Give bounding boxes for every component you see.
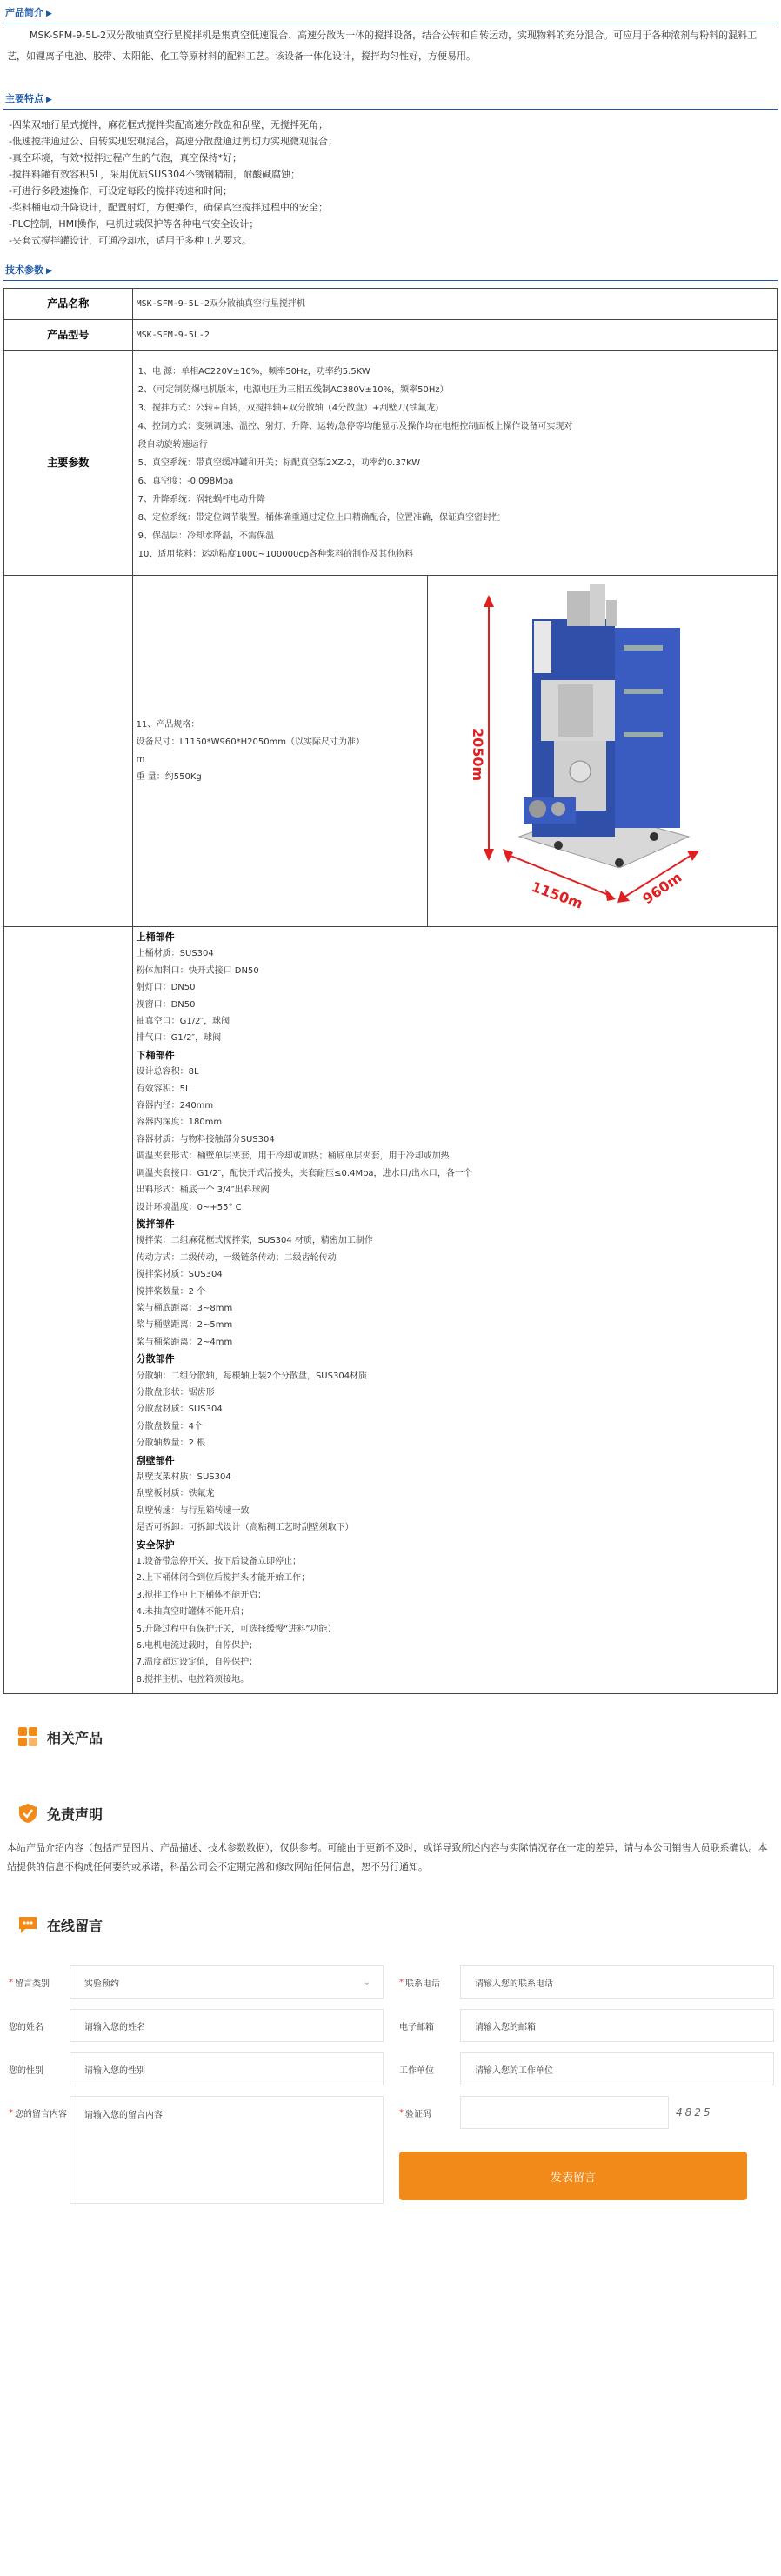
detail-item: 搅拌桨材质：SUS304 [136,1270,223,1280]
chat-icon [17,1914,38,1935]
detail-item: 桨与桶底距离：3~8mm [136,1303,233,1313]
features-heading: 主要特点 ▶ [5,93,52,104]
type-select[interactable]: 实验预约 ⌄ [70,1965,384,1999]
message-heading [0,1899,781,1950]
size-item: 11、产品规格： [136,719,200,730]
feature-item: -PLC控制，HMI操作，电机过载保护等各种电气安全设计； [9,218,259,230]
feature-item: -真空环境，有效*搅拌过程产生的气泡，真空保持*好； [9,152,242,164]
detail-item: 刮壁转速：与行星箱转速一致 [136,1505,250,1516]
main-params-label: 主要参数 [4,351,133,576]
intro-heading: 产品简介 ▶ [5,7,52,18]
arrow-right-icon: ▶ [46,10,52,18]
arrow-right-icon: ▶ [46,267,52,276]
related-heading [0,1712,781,1762]
shield-icon [17,1803,38,1824]
detail-item: 射灯口：DN50 [136,983,196,993]
main-param-item: 3、搅拌方式：公转+自转，双搅拌轴+双分散轴（4分散盘）+刮壁刀(铁氟龙) [137,404,439,413]
email-input[interactable]: 请输入您的邮箱 [460,2009,774,2042]
detail-item: 6.电机电流过载时，自停保护； [136,1641,258,1652]
size-spacer [4,576,133,927]
main-param-item: 8、定位系统：带定位调节装置。桶体确重通过定位止口精确配合，位置准确，保证真空密封性 [137,513,500,523]
detail-section-title: 搅拌部件 [136,1218,175,1230]
detail-section-title: 安全保护 [136,1538,175,1551]
detail-item: 分散轴：二组分散轴，每根轴上装2个分散盘，SUS304材质 [136,1371,368,1381]
detail-item: 分散轴数量：2 根 [136,1438,206,1449]
code-input[interactable] [460,2096,669,2129]
company-label: 工作单位 [399,2065,434,2076]
detail-item: 分散盘形状：锯齿形 [136,1387,215,1398]
features-list [0,110,781,254]
detail-item: 分散盘数量：4个 [136,1421,203,1431]
detail-item: 2.上下桶体闭合到位后搅拌头才能开始工作； [136,1573,310,1584]
params-heading: 技术参数 ▶ [5,264,52,276]
feature-item: -搅拌料罐有效容积5L，采用优质SUS304不锈钢精制，耐酸碱腐蚀； [9,169,301,180]
feature-item: -四桨双轴行星式搅拌，麻花框式搅拌桨配高速分散盘和刮壁，无搅拌死角； [9,119,328,130]
machine-image [427,576,777,927]
detail-item: 抽真空口：G1/2″，球阀 [136,1017,230,1027]
size-item: 设备尺寸：L1150*W960*H2050mm（以实际尺寸为准） [136,737,365,747]
captcha-image[interactable]: 4825 [676,2106,713,2119]
detail-item: 调温夹套形式：桶壁单层夹套，用于冷却或加热；桶底单层夹套，用于冷却或加热 [136,1151,450,1162]
detail-item: 桨与桶壁距离：2~5mm [136,1320,233,1331]
spec-table [3,288,778,1694]
intro-text: MSK-SFM-9-5L-2双分散轴真空行星搅拌机是集真空低速混合、高速分散为一体的搅拌设备，结合公转和自转运动，实现物料的充分混合。可应用于各种浓剂与粉料的混料工艺，如锂离子电池、胶带、太阳能、化工等原材料的配料工艺。该设备一体化设计，搅拌均匀性好，方便易用。 [7,30,758,62]
disclaimer-title: 免责声明 [47,1805,103,1823]
submit-button[interactable]: 发表留言 [399,2152,747,2200]
detail-item: 是否可拆卸：可拆卸式设计（高粘稠工艺时刮壁须取下） [136,1523,354,1533]
detail-item: 有效容积：5L [136,1084,190,1094]
detail-item: 视窗口：DN50 [136,999,196,1010]
detail-section-title: 上桶部件 [136,931,175,943]
name-label: 您的姓名 [9,2022,43,2032]
detail-item: 刮壁支架材质：SUS304 [136,1472,231,1482]
detail-item: 8.搅拌主机、电控箱须接地。 [136,1674,250,1685]
detail-item: 3.搅拌工作中上下桶体不能开启； [136,1590,267,1600]
detail-item: 7.温度超过设定值，自停保护； [136,1658,258,1668]
main-param-item: 1、电 源：单相AC220V±10%，频率50Hz，功率约5.5KW [137,367,370,377]
detail-item: 容器内径：240mm [136,1101,214,1111]
detail-item: 容器材质：与物料接触部分SUS304 [136,1134,275,1145]
main-param-item: 段自动旋转速运行 [137,440,208,450]
detail-item: 调温夹套接口：G1/2″，配快开式活接头，夹套耐压≤0.4Mpa，进水口/出水口，各一个 [136,1168,472,1178]
feature-item: -桨料桶电动升降设计，配置射灯，方便操作，确保真空搅拌过程中的安全； [9,202,328,213]
feature-item: -低速搅拌通过公、自转实现宏观混合，高速分散盘通过剪切力实现微观混合； [9,136,337,147]
detail-section-title: 刮壁部件 [136,1454,175,1466]
gender-input[interactable]: 请输入您的性别 [70,2052,384,2085]
detail-item: 传动方式：二级传动，一级链条传动；二级齿轮传动 [136,1252,337,1263]
detail-section-title: 分散部件 [136,1353,175,1365]
main-param-item: 2、（可定制防爆电机版本，电源电压为三相五线制AC380V±10%，频率50Hz） [137,385,449,395]
size-spec-list [132,576,427,927]
product-name-value: MSK-SFM-9-5L-2双分散轴真空行星搅拌机 [132,289,777,320]
detail-item: 搅拌桨数量：2 个 [136,1286,206,1297]
main-param-item: 4、控制方式：变频调速、温控、射灯、升降、运转/急停等均能显示及操作均在电柜控制面板上操作设备可实现对 [137,422,573,431]
gender-label: 您的性别 [9,2065,43,2076]
machine-illustration [428,576,776,920]
detail-item: 上桶材质：SUS304 [136,949,214,959]
main-param-item: 7、升降系统：涡轮蜗杆电动升降 [137,495,265,504]
detail-item: 5.升降过程中有保护开关，可选择缓慢“进料”功能） [136,1624,337,1634]
detail-item: 搅拌桨：二组麻花框式搅拌桨，SUS304 材质，精密加工制作 [136,1236,373,1246]
detail-section-title: 下桶部件 [136,1049,175,1061]
arrow-right-icon: ▶ [46,96,52,104]
width-dim-label: 1150m [529,878,585,912]
chevron-down-icon: ⌄ [363,1977,370,1987]
size-item: 重 量：约550Kg [136,771,202,782]
message-title: 在线留言 [47,1917,103,1934]
detail-item: 4.未抽真空时罐体不能开启； [136,1607,250,1618]
main-param-item: 6、真空度：-0.098Mpa [137,477,234,486]
main-param-item: 9、保温层：冷却水降温，不需保温 [137,531,274,541]
height-dim-label: 2050m [469,728,486,782]
detail-item: 出料形式：桶底一个 3/4″出料球阀 [136,1185,270,1196]
detail-item: 分散盘材质：SUS304 [136,1405,223,1415]
related-title: 相关产品 [47,1729,103,1746]
detail-item: 排气口：G1/2″，球阀 [136,1033,222,1044]
product-name-label: 产品名称 [4,289,133,320]
main-params-list [132,351,777,576]
detail-item: 容器内深度：180mm [136,1118,223,1128]
detail-spec-list [132,927,777,1694]
main-param-item: 10、适用浆料：运动粘度1000~100000cp各种浆料的制作及其他物料 [137,550,414,559]
name-input[interactable]: 请输入您的姓名 [70,2009,384,2042]
grid-icon [17,1726,38,1747]
depth-dim-label: 960m [639,868,685,908]
code-label: * 验证码 [399,2107,431,2119]
message-form [0,1965,781,2204]
size-item: m [136,754,145,764]
divider [3,280,778,281]
content-label: * 您的留言内容 [9,2107,67,2119]
phone-label: * 联系电话 [399,1977,440,1989]
detail-item: 设计总容积：8L [136,1067,199,1078]
detail-item: 1.设备带急停开关，按下后设备立即停止； [136,1557,302,1567]
phone-input[interactable]: 请输入您的联系电话 [460,1965,774,1999]
disclaimer-text: 本站产品介绍内容（包括产品图片、产品描述、技术参数数据），仅供参考。可能由于更新不及时，或详导致所述内容与实际情况存在一定的差异，请与本公司销售人员联系确认。本站提供的信息不构成任何要约或承诺，科晶公司会不定期完善和修改网站任何信息，恕不另行通知。 [7,1842,768,1873]
detail-item: 粉体加料口：快开式接口 DN50 [136,965,259,976]
company-input[interactable]: 请输入您的工作单位 [460,2052,774,2085]
feature-item: -可进行多段速操作，可设定每段的搅拌转速和时间； [9,185,232,197]
detail-spacer [4,927,133,1694]
disclaimer-heading [0,1788,781,1839]
feature-item: -夹套式搅拌罐设计，可通冷却水，适用于多种工艺要求。 [9,235,251,246]
product-model-label: 产品型号 [4,320,133,351]
product-model-value: MSK-SFM-9-5L-2 [132,320,777,351]
content-textarea[interactable]: 请输入您的留言内容 [70,2096,384,2204]
detail-item: 设计环境温度：0~+55° C [136,1202,242,1212]
main-param-item: 5、真空系统：带真空缓冲罐和开关；标配真空泵2XZ-2，功率约0.37KW [137,458,421,468]
type-label: * 留言类别 [9,1977,50,1989]
detail-item: 刮壁板材质：铁氟龙 [136,1489,215,1499]
detail-item: 桨与桶桨距离：2~4mm [136,1337,233,1347]
email-label: 电子邮箱 [399,2022,434,2032]
